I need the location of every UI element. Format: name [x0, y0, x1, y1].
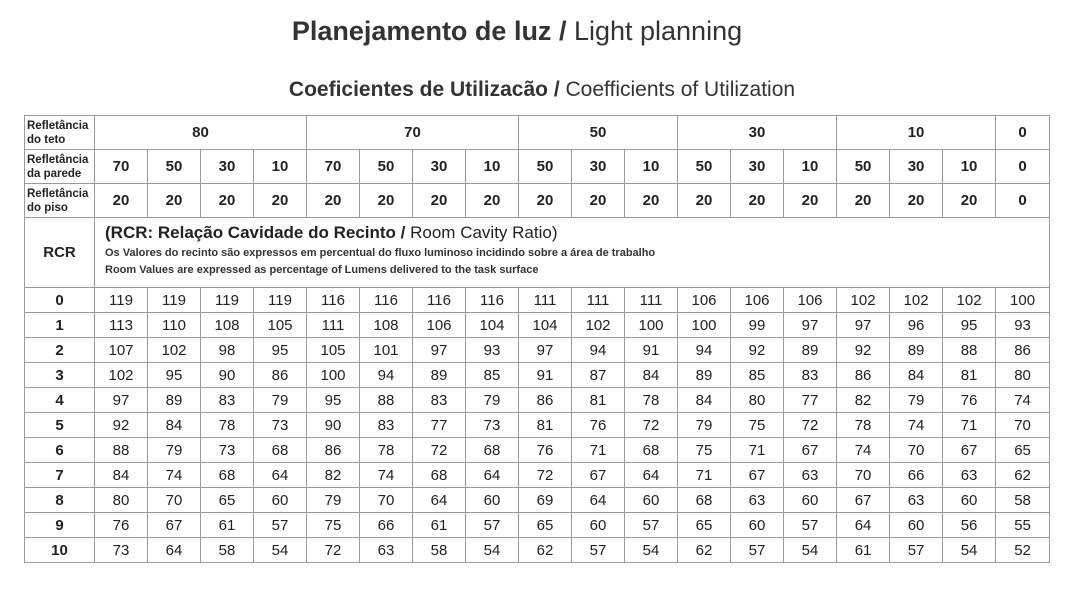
coefficient-cell: 60: [731, 513, 784, 538]
coefficient-cell: 70: [890, 438, 943, 463]
coefficient-cell: 72: [625, 413, 678, 438]
coefficient-cell: 111: [519, 288, 572, 313]
rcr-value: 4: [25, 388, 95, 413]
rcr-title-en: Room Cavity Ratio): [410, 223, 558, 242]
coefficient-cell: 72: [519, 463, 572, 488]
coefficient-cell: 68: [625, 438, 678, 463]
coefficient-cell: 68: [678, 488, 731, 513]
coefficient-cell: 67: [784, 438, 837, 463]
rcr-value: 7: [25, 463, 95, 488]
coefficient-cell: 73: [254, 413, 307, 438]
coefficient-cell: 89: [678, 363, 731, 388]
coefficient-cell: 64: [466, 463, 519, 488]
coefficient-cell: 60: [625, 488, 678, 513]
coefficient-cell: 57: [731, 538, 784, 563]
ceiling-reflectance-value: 80: [95, 116, 307, 150]
coefficient-cell: 65: [678, 513, 731, 538]
coefficient-cell: 93: [466, 338, 519, 363]
coefficient-cell: 94: [678, 338, 731, 363]
coefficient-cell: 96: [890, 313, 943, 338]
floor-reflectance-value: 20: [307, 184, 360, 218]
coefficient-cell: 77: [784, 388, 837, 413]
coefficient-cell: 78: [360, 438, 413, 463]
coefficient-cell: 60: [890, 513, 943, 538]
coefficient-cell: 102: [943, 288, 996, 313]
coefficient-cell: 72: [413, 438, 466, 463]
floor-reflectance-value: 20: [413, 184, 466, 218]
coefficient-cell: 65: [996, 438, 1050, 463]
coefficient-cell: 66: [890, 463, 943, 488]
ceiling-reflectance-value: 30: [678, 116, 837, 150]
coefficient-cell: 64: [572, 488, 625, 513]
coefficient-cell: 105: [307, 338, 360, 363]
coefficient-cell: 78: [201, 413, 254, 438]
coefficient-cell: 78: [837, 413, 890, 438]
coefficient-cell: 104: [466, 313, 519, 338]
ceiling-reflectance-value: 0: [996, 116, 1050, 150]
coefficient-cell: 100: [996, 288, 1050, 313]
coefficient-cell: 88: [360, 388, 413, 413]
coefficient-cell: 61: [413, 513, 466, 538]
coefficient-cell: 82: [837, 388, 890, 413]
coefficient-cell: 79: [307, 488, 360, 513]
coefficient-cell: 87: [572, 363, 625, 388]
ceiling-label-line2: do teto: [27, 133, 66, 146]
coefficient-cell: 111: [572, 288, 625, 313]
rcr-value: 9: [25, 513, 95, 538]
coefficient-cell: 71: [678, 463, 731, 488]
wall-reflectance-value: 70: [95, 150, 148, 184]
coefficient-cell: 89: [148, 388, 201, 413]
wall-reflectance-value: 50: [678, 150, 731, 184]
coefficient-cell: 94: [572, 338, 625, 363]
wall-reflectance-value: 10: [784, 150, 837, 184]
table-title: [0, 76, 1067, 104]
coefficient-cell: 95: [148, 363, 201, 388]
table-row: [25, 463, 1050, 488]
coefficient-cell: 71: [572, 438, 625, 463]
coefficient-cell: 88: [943, 338, 996, 363]
coefficient-cell: 68: [254, 438, 307, 463]
coefficient-cell: 89: [413, 363, 466, 388]
coefficient-cell: 85: [466, 363, 519, 388]
coefficient-cell: 67: [731, 463, 784, 488]
coefficient-cell: 71: [943, 413, 996, 438]
floor-reflectance-value: 20: [95, 184, 148, 218]
table-row: [25, 413, 1050, 438]
coefficient-cell: 58: [996, 488, 1050, 513]
coefficient-cell: 110: [148, 313, 201, 338]
coefficient-cell: 57: [572, 538, 625, 563]
coefficient-cell: 83: [360, 413, 413, 438]
wall-reflectance-row: [25, 150, 1050, 184]
rcr-title: [105, 222, 1049, 244]
coefficient-cell: 67: [943, 438, 996, 463]
coefficient-cell: 79: [466, 388, 519, 413]
wall-reflectance-label: [25, 150, 95, 184]
table-row: [25, 513, 1050, 538]
wall-label-line1: Refletância: [27, 153, 89, 166]
coefficient-cell: 70: [148, 488, 201, 513]
coefficient-cell: 116: [307, 288, 360, 313]
coefficient-cell: 78: [625, 388, 678, 413]
coefficient-cell: 74: [996, 388, 1050, 413]
coefficient-cell: 54: [943, 538, 996, 563]
coefficient-cell: 57: [466, 513, 519, 538]
coefficient-cell: 64: [625, 463, 678, 488]
coefficient-cell: 79: [148, 438, 201, 463]
coefficient-cell: 92: [731, 338, 784, 363]
table-row: [25, 488, 1050, 513]
rcr-value: 1: [25, 313, 95, 338]
coefficient-cell: 84: [890, 363, 943, 388]
floor-reflectance-value: 20: [254, 184, 307, 218]
table-row: [25, 388, 1050, 413]
coefficient-cell: 104: [519, 313, 572, 338]
wall-reflectance-value: 50: [519, 150, 572, 184]
coefficient-cell: 101: [360, 338, 413, 363]
coefficient-cell: 73: [201, 438, 254, 463]
coefficient-cell: 60: [943, 488, 996, 513]
floor-reflectance-value: 20: [837, 184, 890, 218]
wall-reflectance-value: 30: [731, 150, 784, 184]
wall-reflectance-value: 30: [890, 150, 943, 184]
coefficient-cell: 64: [254, 463, 307, 488]
floor-reflectance-label: [25, 184, 95, 218]
ceiling-reflectance-value: 50: [519, 116, 678, 150]
coefficient-cell: 113: [95, 313, 148, 338]
coefficient-cell: 80: [996, 363, 1050, 388]
coefficient-cell: 55: [996, 513, 1050, 538]
coefficient-cell: 95: [307, 388, 360, 413]
coefficient-cell: 119: [148, 288, 201, 313]
floor-reflectance-value: 20: [943, 184, 996, 218]
floor-reflectance-value: 20: [731, 184, 784, 218]
coefficient-cell: 57: [625, 513, 678, 538]
coefficient-cell: 97: [519, 338, 572, 363]
floor-reflectance-value: 20: [890, 184, 943, 218]
floor-reflectance-value: 20: [678, 184, 731, 218]
coefficient-cell: 90: [201, 363, 254, 388]
coefficient-cell: 73: [466, 413, 519, 438]
table-row: [25, 338, 1050, 363]
coefficient-cell: 77: [413, 413, 466, 438]
rcr-value: 3: [25, 363, 95, 388]
rcr-header-row: [25, 218, 1050, 288]
coefficient-cell: 99: [731, 313, 784, 338]
page-title: [0, 14, 1034, 48]
wall-reflectance-value: 30: [201, 150, 254, 184]
coefficient-cell: 66: [360, 513, 413, 538]
coefficient-cell: 67: [837, 488, 890, 513]
coefficient-cell: 97: [413, 338, 466, 363]
coefficient-cell: 60: [254, 488, 307, 513]
coefficient-cell: 72: [784, 413, 837, 438]
floor-label-line2: do piso: [27, 201, 68, 214]
coefficient-cell: 62: [678, 538, 731, 563]
rcr-value: 2: [25, 338, 95, 363]
coefficient-cell: 86: [519, 388, 572, 413]
coefficient-cell: 97: [837, 313, 890, 338]
coefficient-cell: 106: [678, 288, 731, 313]
coefficient-cell: 92: [95, 413, 148, 438]
floor-reflectance-value: 0: [996, 184, 1050, 218]
floor-reflectance-value: 20: [784, 184, 837, 218]
table-row: [25, 288, 1050, 313]
coefficient-cell: 89: [784, 338, 837, 363]
coefficient-cell: 86: [837, 363, 890, 388]
coefficient-cell: 119: [95, 288, 148, 313]
ceiling-label-line1: Refletância: [27, 119, 89, 132]
coefficient-cell: 54: [466, 538, 519, 563]
wall-reflectance-value: 50: [360, 150, 413, 184]
coefficient-cell: 57: [254, 513, 307, 538]
coefficient-cell: 84: [148, 413, 201, 438]
coefficient-cell: 111: [625, 288, 678, 313]
coefficient-cell: 71: [731, 438, 784, 463]
coefficient-cell: 56: [943, 513, 996, 538]
coefficient-cell: 68: [201, 463, 254, 488]
coefficient-cell: 119: [201, 288, 254, 313]
coefficient-cell: 62: [996, 463, 1050, 488]
coefficient-cell: 74: [837, 438, 890, 463]
coefficient-cell: 60: [466, 488, 519, 513]
coefficient-cell: 70: [360, 488, 413, 513]
coefficient-cell: 70: [996, 413, 1050, 438]
coefficient-cell: 98: [201, 338, 254, 363]
coefficient-cell: 108: [360, 313, 413, 338]
table-title-pt: Coeficientes de Utilizacão: [288, 78, 548, 101]
rcr-header-label: RCR: [25, 218, 95, 288]
coefficient-cell: 62: [519, 538, 572, 563]
coefficient-cell: 86: [254, 363, 307, 388]
coefficient-cell: 106: [413, 313, 466, 338]
coefficient-cell: 90: [307, 413, 360, 438]
ceiling-reflectance-value: 70: [307, 116, 519, 150]
coefficient-cell: 85: [731, 363, 784, 388]
coefficient-cell: 64: [413, 488, 466, 513]
page-title-pt: Planejamento de luz: [291, 16, 552, 46]
coefficient-cell: 94: [360, 363, 413, 388]
coefficient-cell: 68: [466, 438, 519, 463]
coefficient-cell: 102: [890, 288, 943, 313]
floor-reflectance-value: 20: [148, 184, 201, 218]
coefficient-cell: 73: [95, 538, 148, 563]
table-row: [25, 313, 1050, 338]
wall-reflectance-value: 30: [572, 150, 625, 184]
wall-reflectance-value: 10: [943, 150, 996, 184]
wall-reflectance-value: 50: [148, 150, 201, 184]
coefficient-cell: 84: [95, 463, 148, 488]
coefficient-cell: 91: [625, 338, 678, 363]
coefficient-cell: 88: [95, 438, 148, 463]
coefficient-cell: 75: [307, 513, 360, 538]
wall-reflectance-value: 0: [996, 150, 1050, 184]
coefficient-cell: 60: [572, 513, 625, 538]
floor-label-line1: Refletância: [27, 187, 89, 200]
rcr-value: 0: [25, 288, 95, 313]
floor-reflectance-value: 20: [360, 184, 413, 218]
coefficient-cell: 111: [307, 313, 360, 338]
coefficient-cell: 74: [148, 463, 201, 488]
coefficient-cell: 79: [890, 388, 943, 413]
coefficient-cell: 97: [784, 313, 837, 338]
coefficient-cell: 105: [254, 313, 307, 338]
coefficient-cell: 95: [943, 313, 996, 338]
floor-reflectance-value: 20: [201, 184, 254, 218]
wall-reflectance-value: 30: [413, 150, 466, 184]
coefficient-cell: 76: [519, 438, 572, 463]
coefficient-cell: 97: [95, 388, 148, 413]
coefficient-cell: 86: [307, 438, 360, 463]
rcr-title-separator: /: [395, 223, 411, 242]
coefficient-cell: 80: [731, 388, 784, 413]
coefficient-cell: 89: [890, 338, 943, 363]
coefficients-table: [24, 115, 1050, 563]
coefficient-cell: 69: [519, 488, 572, 513]
coefficient-cell: 100: [678, 313, 731, 338]
coefficient-cell: 81: [943, 363, 996, 388]
rcr-title-pt: (RCR: Relação Cavidade do Recinto: [105, 223, 396, 242]
coefficient-cell: 81: [519, 413, 572, 438]
coefficient-cell: 106: [784, 288, 837, 313]
coefficient-cell: 68: [413, 463, 466, 488]
coefficient-cell: 54: [254, 538, 307, 563]
coefficient-cell: 91: [519, 363, 572, 388]
rcr-note-pt: Os Valores do recinto são expressos em percentual do fluxo luminoso incidindo sobre a área de trabalho: [105, 247, 656, 259]
coefficient-cell: 102: [837, 288, 890, 313]
page-title-en: Light planning: [573, 16, 743, 46]
coefficient-cell: 60: [784, 488, 837, 513]
coefficient-cell: 54: [625, 538, 678, 563]
coefficient-cell: 79: [678, 413, 731, 438]
coefficient-cell: 76: [572, 413, 625, 438]
coefficient-cell: 74: [890, 413, 943, 438]
ceiling-reflectance-row: [25, 116, 1050, 150]
coefficient-cell: 86: [996, 338, 1050, 363]
coefficient-cell: 80: [95, 488, 148, 513]
coefficient-cell: 76: [943, 388, 996, 413]
coefficient-cell: 57: [784, 513, 837, 538]
rcr-value: 5: [25, 413, 95, 438]
coefficient-cell: 116: [360, 288, 413, 313]
rcr-value: 8: [25, 488, 95, 513]
table-row: [25, 538, 1050, 563]
coefficient-cell: 75: [731, 413, 784, 438]
coefficient-cell: 64: [148, 538, 201, 563]
coefficient-cell: 84: [678, 388, 731, 413]
coefficient-cell: 54: [784, 538, 837, 563]
ceiling-reflectance-label: [25, 116, 95, 150]
coefficient-cell: 93: [996, 313, 1050, 338]
floor-reflectance-row: [25, 184, 1050, 218]
coefficient-cell: 102: [95, 363, 148, 388]
rcr-value: 10: [25, 538, 95, 563]
coefficient-cell: 76: [95, 513, 148, 538]
coefficient-cell: 65: [201, 488, 254, 513]
coefficient-cell: 58: [201, 538, 254, 563]
coefficient-cell: 119: [254, 288, 307, 313]
coefficient-cell: 63: [731, 488, 784, 513]
table-title-separator: /: [548, 78, 566, 101]
wall-reflectance-value: 10: [625, 150, 678, 184]
coefficient-cell: 61: [837, 538, 890, 563]
floor-reflectance-value: 20: [466, 184, 519, 218]
rcr-description: [95, 218, 1050, 288]
wall-reflectance-value: 50: [837, 150, 890, 184]
coefficient-cell: 74: [360, 463, 413, 488]
coefficient-cell: 116: [466, 288, 519, 313]
coefficient-cell: 100: [307, 363, 360, 388]
coefficient-cell: 82: [307, 463, 360, 488]
coefficient-cell: 61: [201, 513, 254, 538]
coefficient-cell: 102: [148, 338, 201, 363]
rcr-value: 6: [25, 438, 95, 463]
rcr-note-en: Room Values are expressed as percentage of Lumens delivered to the task surface: [105, 264, 539, 276]
coefficient-cell: 57: [890, 538, 943, 563]
coefficient-cell: 72: [307, 538, 360, 563]
floor-reflectance-value: 20: [625, 184, 678, 218]
coefficient-cell: 58: [413, 538, 466, 563]
floor-reflectance-value: 20: [519, 184, 572, 218]
coefficient-cell: 75: [678, 438, 731, 463]
coefficient-cell: 107: [95, 338, 148, 363]
coefficient-cell: 79: [254, 388, 307, 413]
wall-label-line2: da parede: [27, 167, 82, 180]
coefficient-cell: 92: [837, 338, 890, 363]
wall-reflectance-value: 70: [307, 150, 360, 184]
floor-reflectance-value: 20: [572, 184, 625, 218]
wall-reflectance-value: 10: [466, 150, 519, 184]
coefficient-cell: 70: [837, 463, 890, 488]
table-title-en: Coefficients of Utilization: [565, 78, 796, 101]
coefficient-cell: 52: [996, 538, 1050, 563]
table-row: [25, 363, 1050, 388]
coefficient-cell: 63: [784, 463, 837, 488]
coefficient-cell: 67: [572, 463, 625, 488]
wall-reflectance-value: 10: [254, 150, 307, 184]
coefficient-cell: 81: [572, 388, 625, 413]
coefficient-cell: 67: [148, 513, 201, 538]
coefficient-cell: 100: [625, 313, 678, 338]
coefficient-cell: 106: [731, 288, 784, 313]
coefficient-cell: 83: [784, 363, 837, 388]
coefficient-cell: 84: [625, 363, 678, 388]
table-row: [25, 438, 1050, 463]
coefficient-cell: 63: [360, 538, 413, 563]
coefficient-cell: 64: [837, 513, 890, 538]
ceiling-reflectance-value: 10: [837, 116, 996, 150]
page-title-separator: /: [551, 16, 574, 46]
coefficient-cell: 65: [519, 513, 572, 538]
coefficient-cell: 95: [254, 338, 307, 363]
coefficient-cell: 83: [201, 388, 254, 413]
coefficient-cell: 108: [201, 313, 254, 338]
coefficient-cell: 63: [943, 463, 996, 488]
coefficient-cell: 83: [413, 388, 466, 413]
coefficient-cell: 116: [413, 288, 466, 313]
coefficient-cell: 63: [890, 488, 943, 513]
coefficient-cell: 102: [572, 313, 625, 338]
